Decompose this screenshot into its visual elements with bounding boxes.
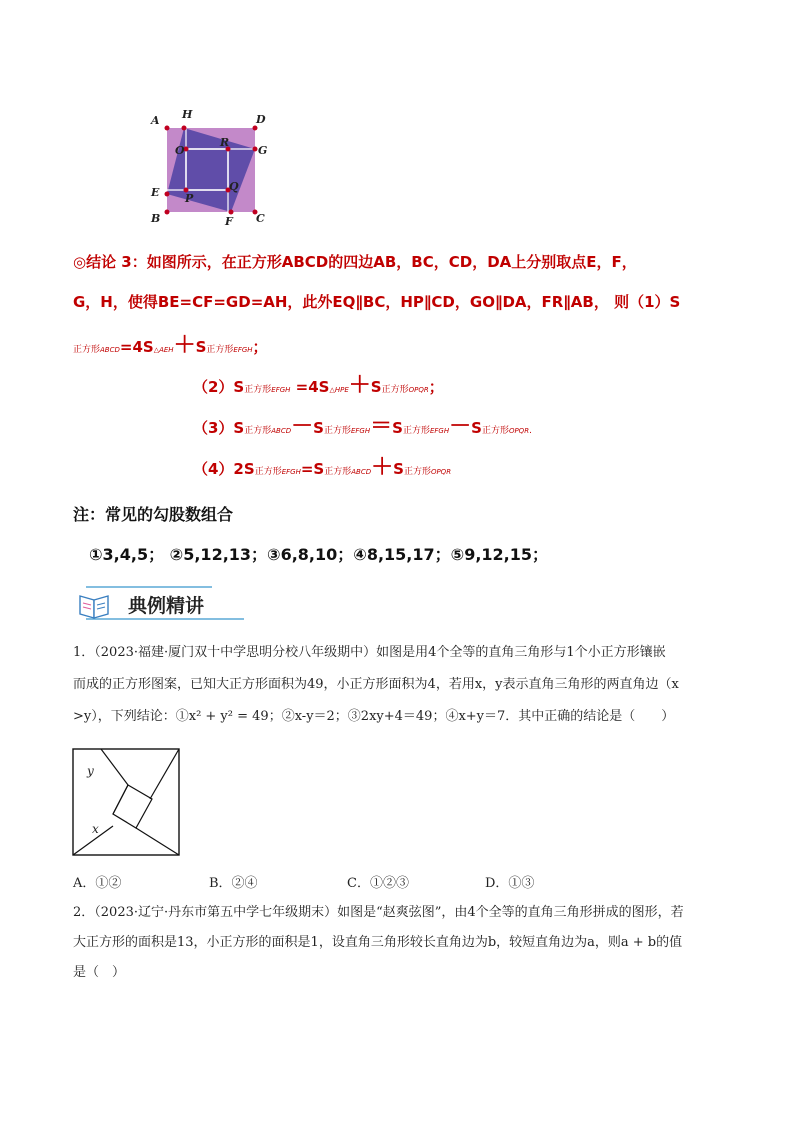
- q1-line-1: 1．（2023·福建·厦门双十中学思明分校八年级期中）如图是用4个全等的直角三角形与1个小正方形镶嵌: [73, 645, 666, 660]
- label-d: D: [256, 113, 266, 126]
- label-e: E: [151, 186, 160, 199]
- pythagorean-triples: ①3,4,5； ②5,12,13；③6,8,10；④8,15,17；⑤9,12,15；: [89, 545, 549, 564]
- option-a[interactable]: A．①②: [73, 876, 122, 891]
- label-b: B: [151, 212, 161, 225]
- option-b[interactable]: B．②④: [209, 876, 258, 891]
- option-d[interactable]: D．①③: [485, 876, 535, 891]
- fig-label-y: y: [87, 764, 94, 778]
- label-p: P: [185, 192, 194, 205]
- q2-line-3: 是（ ）: [73, 965, 126, 980]
- pinwheel-figure: [72, 748, 180, 856]
- equation-4: （4）2S正方形EFGH=S正方形ABCD＋S正方形OPQR: [193, 455, 452, 480]
- q1-line-3: >y），下列结论：①x² + y² = 49；②x-y＝2；③2xy+4＝49；④x+y＝7．其中正确的结论是（ ）: [73, 709, 675, 724]
- label-r: R: [220, 136, 230, 149]
- q1-line-2: 而成的正方形图案，已知大正方形面积为49，小正方形面积为4，若用x，y表示直角三角形的两直角边（x: [73, 677, 679, 692]
- equation-2: （2）S正方形EFGH =4S△HPE＋S正方形OPQR；: [193, 373, 444, 398]
- conclusion-line-1: ◎结论 3：如图所示，在正方形ABCD的四边AB，BC，CD，DA上分别取点E，F，: [73, 253, 637, 271]
- label-f: F: [225, 215, 233, 228]
- q2-line-2: 大正方形的面积是13，小正方形的面积是1，设直角三角形较长直角边为b，较短直角边为a，则a + b的值: [73, 935, 683, 950]
- equation-3: （3）S正方形ABCD－S正方形EFGH＝S正方形EFGH－S正方形OPQR.: [193, 414, 532, 439]
- option-c[interactable]: C．①②③: [347, 876, 409, 891]
- conclusion-line-2: G，H，使得BE=CF=GD=AH，此外EQ∥BC，HP∥CD，GO∥DA，FR∥AB， 则（1）S: [73, 293, 681, 311]
- label-q: Q: [229, 180, 239, 193]
- figure-square-abcd: [145, 108, 275, 230]
- fig-label-x: x: [92, 822, 99, 836]
- banner-title: 典例精讲: [128, 595, 205, 617]
- equation-1: 正方形ABCD=4S△AEH＋S正方形EFGH；: [73, 333, 268, 358]
- label-h: H: [182, 108, 193, 121]
- label-g: G: [258, 144, 268, 157]
- label-a: A: [151, 114, 160, 127]
- section-banner: [76, 584, 246, 622]
- label-c: C: [256, 212, 265, 225]
- label-o: O: [175, 144, 185, 157]
- note-title: 注：常见的勾股数组合: [73, 505, 234, 524]
- q2-line-1: 2．（2023·辽宁·丹东市第五中学七年级期末）如图是“赵爽弦图”，由4个全等的直角三角形拼成的图形，若: [73, 905, 684, 920]
